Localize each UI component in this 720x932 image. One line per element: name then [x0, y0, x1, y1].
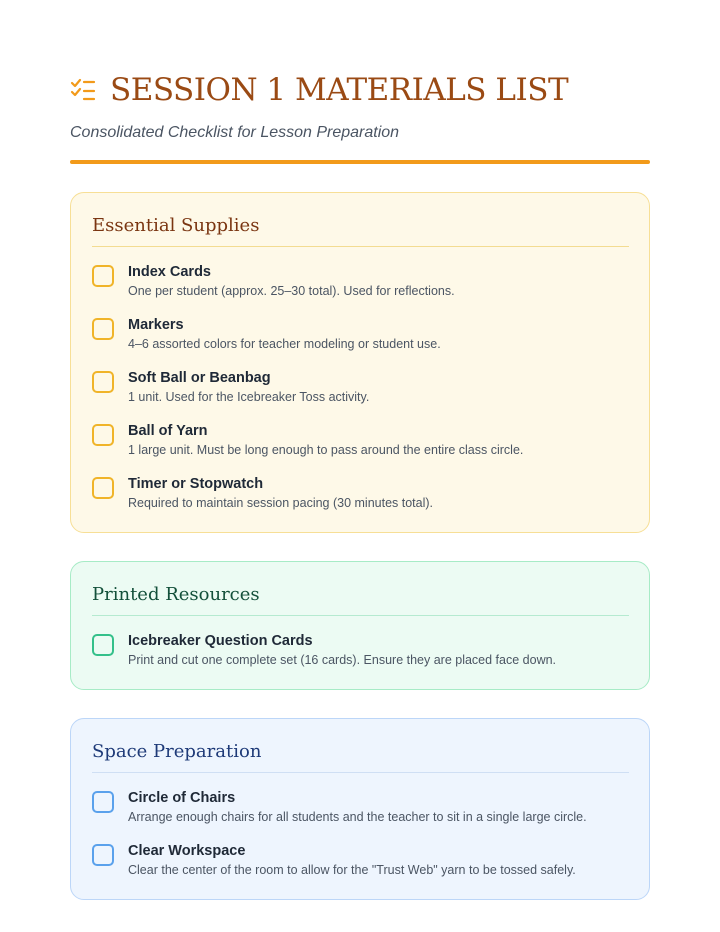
- item-name: Markers: [128, 317, 184, 333]
- page-title: SESSION 1 MATERIALS LIST: [110, 72, 569, 108]
- section-title: Essential Supplies: [92, 215, 629, 247]
- item-checkbox[interactable]: [92, 791, 114, 813]
- item-checkbox[interactable]: [92, 318, 114, 340]
- checklist-item: [92, 789, 629, 826]
- item-name: Clear Workspace: [128, 843, 246, 859]
- section-title: Space Preparation: [92, 741, 629, 773]
- item-description: 1 large unit. Must be long enough to pass around the entire class circle.: [128, 443, 524, 457]
- item-checkbox[interactable]: [92, 265, 114, 287]
- section-printed-resources: [70, 561, 650, 690]
- item-name: Index Cards: [128, 264, 211, 280]
- page-header: [70, 70, 650, 110]
- item-name: Soft Ball or Beanbag: [128, 370, 271, 386]
- header-divider: [70, 160, 650, 164]
- item-description: Required to maintain session pacing (30 minutes total).: [128, 496, 434, 510]
- checklist-item: [92, 316, 629, 353]
- item-description: 4–6 assorted colors for teacher modeling or student use.: [128, 337, 441, 351]
- section-essential-supplies: [70, 192, 650, 533]
- section-title: Printed Resources: [92, 584, 629, 616]
- item-checkbox[interactable]: [92, 477, 114, 499]
- checklist-item: [92, 422, 629, 459]
- item-name: Timer or Stopwatch: [128, 476, 264, 492]
- item-name: Ball of Yarn: [128, 423, 208, 439]
- checklist-item: [92, 842, 629, 879]
- page-subtitle: Consolidated Checklist for Lesson Preparation: [70, 124, 400, 141]
- item-name: Circle of Chairs: [128, 790, 236, 806]
- item-description: 1 unit. Used for the Icebreaker Toss activity.: [128, 390, 370, 404]
- checklist-item: [92, 263, 629, 300]
- checklist-item: [92, 369, 629, 406]
- checklist: [92, 263, 629, 512]
- checklist-item: [92, 475, 629, 512]
- item-checkbox[interactable]: [92, 844, 114, 866]
- item-name: Icebreaker Question Cards: [128, 633, 313, 649]
- item-description: Arrange enough chairs for all students and the teacher to sit in a single large circle.: [128, 810, 587, 824]
- checklist-icon: [70, 77, 96, 103]
- item-description: One per student (approx. 25–30 total). Used for reflections.: [128, 284, 455, 298]
- checklist: [92, 789, 629, 879]
- item-description: Print and cut one complete set (16 cards). Ensure they are placed face down.: [128, 653, 557, 667]
- section-space-preparation: [70, 718, 650, 900]
- checklist: [92, 632, 629, 669]
- checklist-item: [92, 632, 629, 669]
- item-checkbox[interactable]: [92, 634, 114, 656]
- item-checkbox[interactable]: [92, 371, 114, 393]
- item-checkbox[interactable]: [92, 424, 114, 446]
- item-description: Clear the center of the room to allow for the "Trust Web" yarn to be tossed safely.: [128, 863, 576, 877]
